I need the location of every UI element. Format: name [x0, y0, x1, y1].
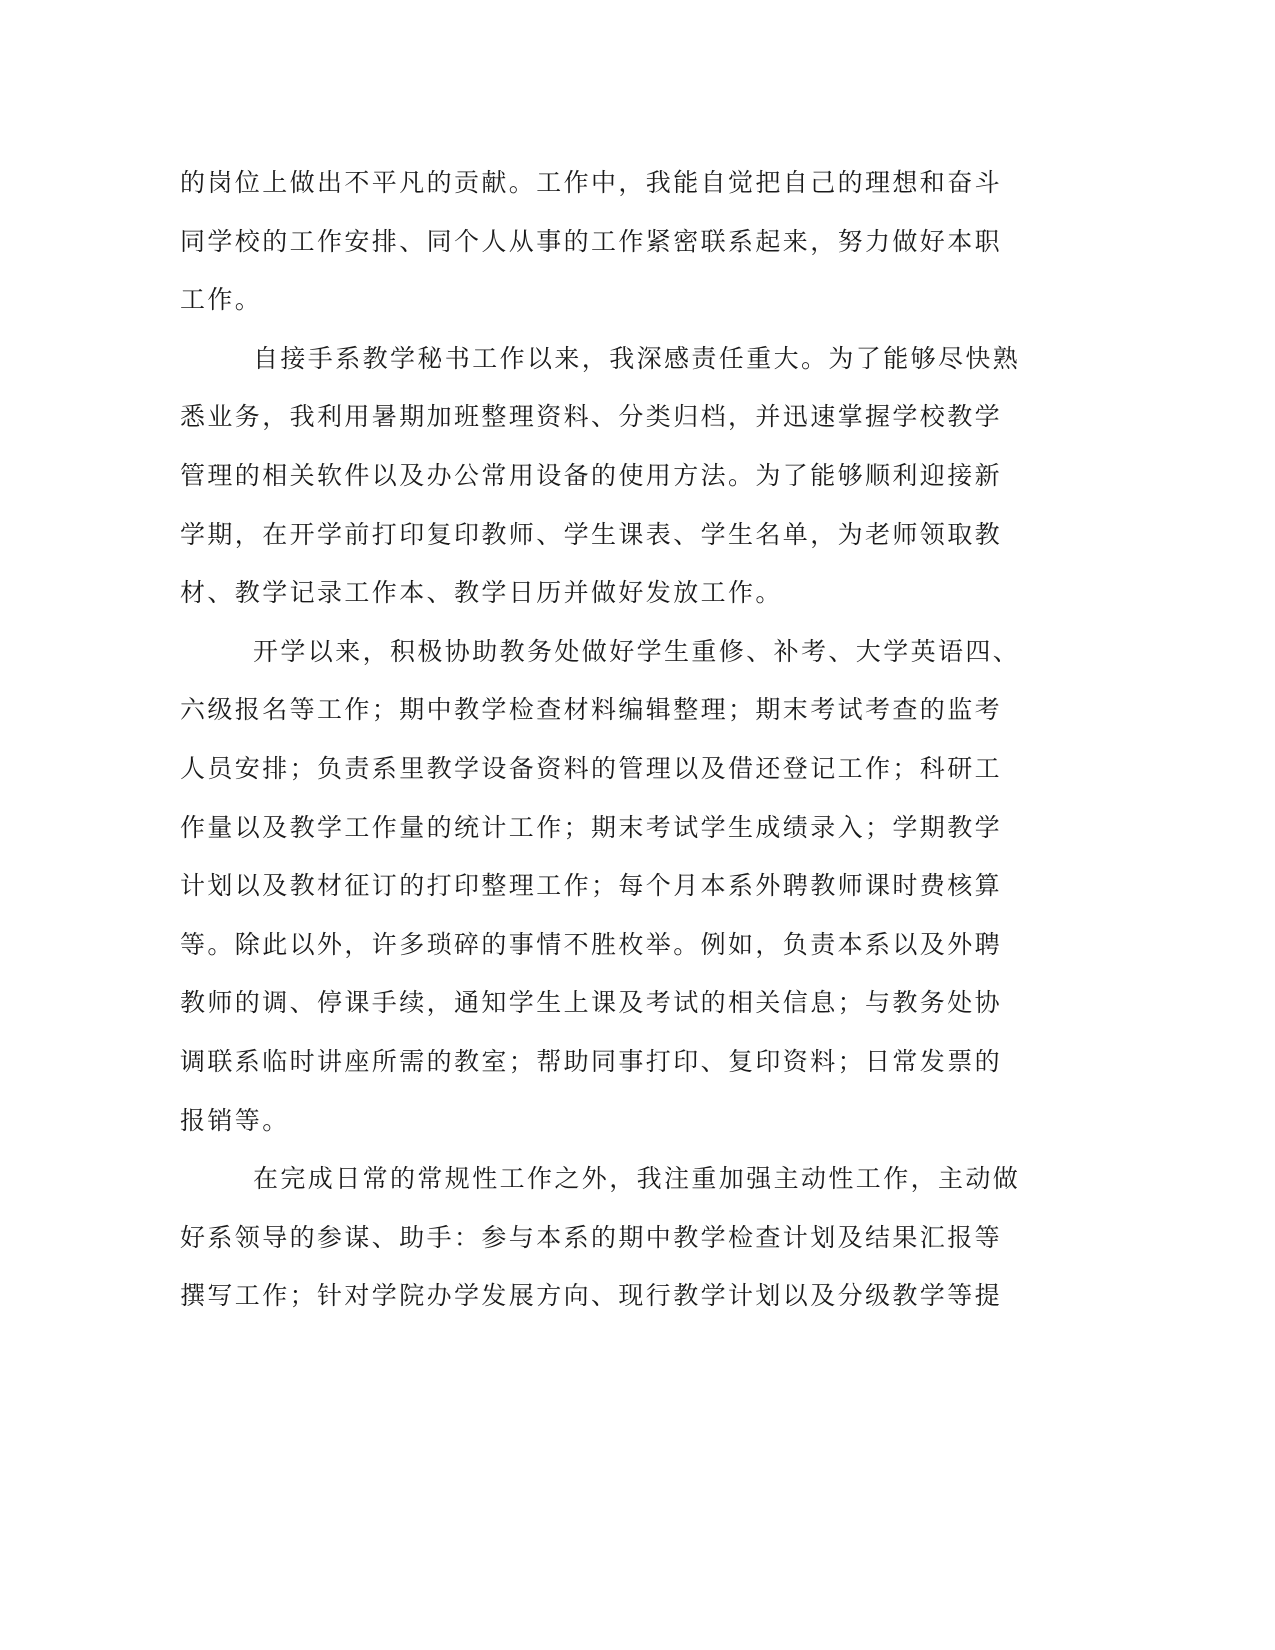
text-line: 撰写工作；针对学院办学发展方向、现行教学计划以及分级教学等提	[180, 1281, 1003, 1311]
text-line-indented: 在完成日常的常规性工作之外，我注重加强主动性工作，主动做	[253, 1164, 1021, 1194]
text-line: 好系领导的参谋、助手：参与本系的期中教学检查计划及结果汇报等	[180, 1222, 1003, 1252]
paragraph-2	[180, 330, 1030, 623]
text-line: 等。除此以外，许多琐碎的事情不胜枚举。例如，负责本系以及外聘	[180, 929, 1003, 959]
paragraph-3	[180, 623, 1030, 1150]
text-line: 人员安排；负责系里教学设备资料的管理以及借还登记工作；科研工	[180, 753, 1003, 783]
text-line: 报销等。	[180, 1105, 290, 1135]
text-line: 作量以及教学工作量的统计工作；期末考试学生成绩录入；学期教学	[180, 812, 1003, 842]
text-line: 管理的相关软件以及办公常用设备的使用方法。为了能够顺利迎接新	[180, 460, 1003, 490]
text-line-indented: 自接手系教学秘书工作以来，我深感责任重大。为了能够尽快熟	[253, 343, 1021, 373]
text-line: 的岗位上做出不平凡的贡献。工作中，我能自觉把自己的理想和奋斗	[180, 168, 1003, 197]
paragraph-1	[180, 154, 1030, 330]
text-line: 调联系临时讲座所需的教室；帮助同事打印、复印资料；日常发票的	[180, 1046, 1003, 1076]
text-line: 材、教学记录工作本、教学日历并做好发放工作。	[180, 578, 783, 608]
text-line-indented: 开学以来，积极协助教务处做好学生重修、补考、大学英语四、	[253, 636, 1021, 666]
text-line: 计划以及教材征订的打印整理工作；每个月本系外聘教师课时费核算	[180, 871, 1003, 901]
text-line: 学期，在开学前打印复印教师、学生课表、学生名单，为老师领取教	[180, 519, 1003, 549]
paragraph-4	[180, 1150, 1030, 1326]
text-line: 同学校的工作安排、同个人从事的工作紧密联系起来，努力做好本职	[180, 226, 1003, 256]
document-body	[180, 154, 1030, 1326]
text-line: 六级报名等工作；期中教学检查材料编辑整理；期末考试考查的监考	[180, 695, 1003, 725]
text-line: 教师的调、停课手续，通知学生上课及考试的相关信息；与教务处协	[180, 988, 1003, 1018]
text-line: 悉业务，我利用暑期加班整理资料、分类归档，并迅速掌握学校教学	[180, 402, 1003, 432]
text-line: 工作。	[180, 285, 263, 315]
